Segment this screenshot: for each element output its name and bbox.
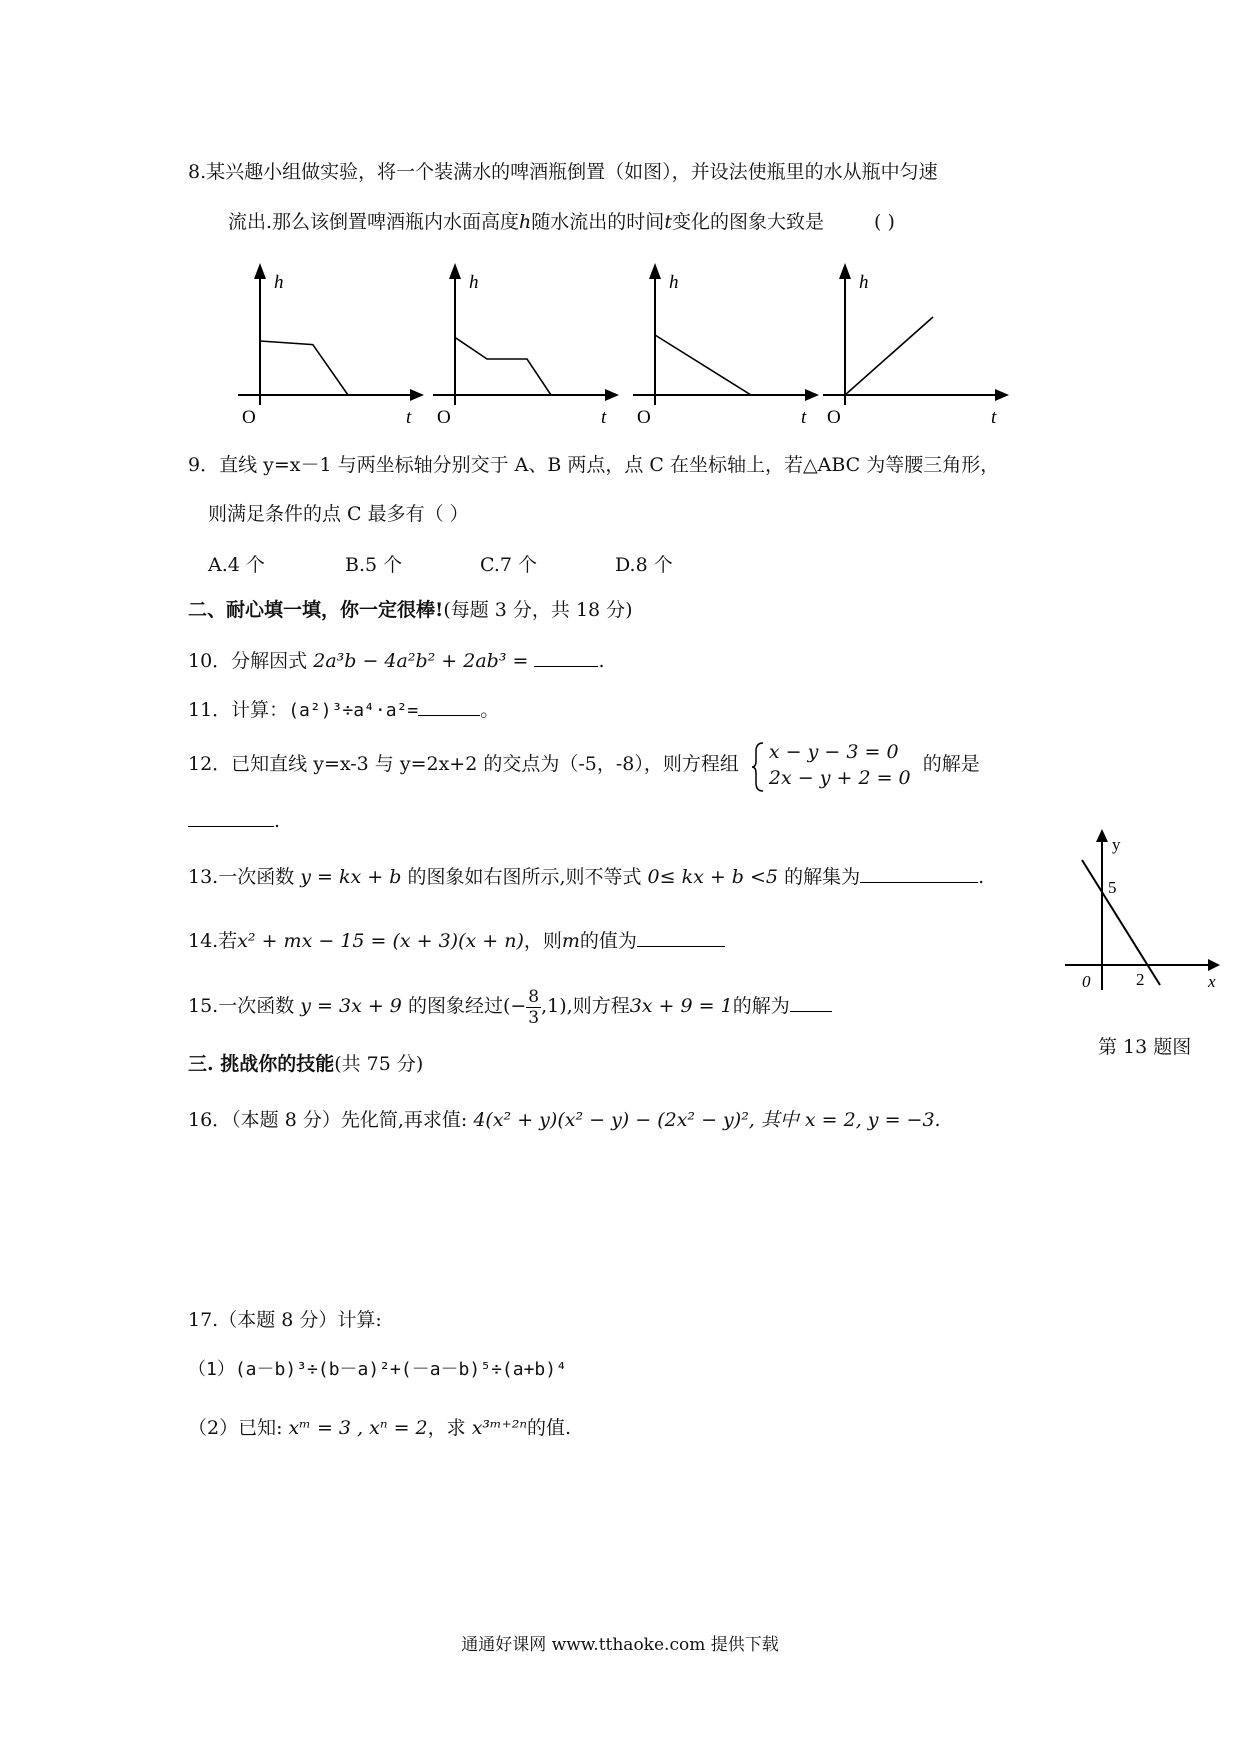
section3-note: (共 75 分) [334,1053,424,1075]
q17-part1 [188,1357,567,1382]
q16-text: 16．（本题 8 分）先化简,再求值: [188,1109,468,1131]
q9-option-d: D.8 个 [615,554,673,576]
q8-line2 [228,210,895,234]
x-arrow-icon [805,389,819,401]
h-t-curve [260,341,348,395]
q15-fraction [526,987,541,1028]
q14-answer-blank[interactable] [637,928,725,947]
q12-line2-suffix: . [274,810,281,832]
q13-x-intercept-label: 2 [1136,970,1145,989]
q10-expr: 2a³b − 4a²b² + 2ab³ = [313,650,529,672]
q13-func: y = kx + b [300,866,402,888]
q9-option-c: C.7 个 [480,554,538,576]
q8-line2-a: 流出.那么该倒置啤酒瓶内水面高度 [228,211,520,233]
section3-title: 三. 挑战你的技能 [188,1053,335,1075]
x-label: t [991,407,997,428]
q10-answer-blank[interactable] [534,648,598,667]
q13-origin-label: 0 [1082,972,1091,991]
q15-frac-den: 3 [528,1007,540,1028]
x-arrow-icon [605,389,619,401]
q9-option-a: A.4 个 [208,554,265,576]
q14-c: 的值为 [579,930,637,952]
y-label: h [469,272,479,293]
q8-var-t: t [664,211,672,233]
q14-b: ，则 [523,930,562,952]
y-arrow-icon [449,263,461,279]
q13-function-line [1082,860,1160,985]
q15-point-pre: (− [502,995,527,1017]
q13-suffix: . [978,866,985,888]
q13-y-intercept-label: 5 [1108,878,1117,897]
brace-icon [751,741,765,793]
x-label: t [406,407,412,428]
q9-option-b: B.5 个 [345,554,403,576]
y-arrow-icon [839,263,851,279]
origin-label: O [637,407,651,428]
h-t-curve [845,317,933,395]
section3-heading [188,1052,423,1076]
q11 [188,697,499,723]
q15-a: 15.一次函数 [188,995,295,1017]
q13-x-arrow-icon [1208,959,1220,971]
q12-eq2: 2x − y + 2 = 0 [768,767,911,789]
q8-graph-d [823,263,1009,428]
q13-graph-caption: 第 13 题图 [1098,1036,1192,1058]
q17-part2-a: （2）已知: [188,1417,283,1439]
q8-line2-c: 变化的图象大致是 [671,211,824,233]
q12-equation-system [751,739,911,791]
y-label: h [859,272,869,293]
q16 [188,1108,941,1132]
q15-c: ,则方程 [566,995,630,1017]
q13-c: 的解集为 [784,866,861,888]
q15-point-post: ,1) [541,995,567,1017]
q10-prefix: 10．分解因式 [188,650,308,672]
origin-label: O [242,407,256,428]
y-label: h [274,272,284,293]
q12-answer-line [188,808,280,833]
q9-line1: 9．直线 y=x－1 与两坐标轴分别交于 A、B 两点，点 C 在坐标轴上，若△ABC 为等腰三角形， [188,454,1000,476]
page-footer: 通通好课网 www.tthaoke.com 提供下载 [461,1635,779,1655]
q15-b: 的图象经过 [407,995,503,1017]
q13-graph [1060,825,1230,995]
q8-var-h: h [519,211,532,233]
q9-line2: 则满足条件的点 C 最多有（ ） [208,503,469,525]
q12-answer-blank[interactable] [188,808,274,827]
y-label: h [669,272,679,293]
q13-answer-blank[interactable] [860,864,978,883]
q8-graph-options [230,255,1230,435]
q8-graph-b [433,263,619,428]
q13-b: 的图象如右图所示,则不等式 [407,866,642,888]
x-arrow-icon [995,389,1009,401]
q13 [188,864,984,889]
q10 [188,648,605,673]
q17-part2-d: 的值. [527,1417,572,1439]
q15-func: y = 3x + 9 [300,995,402,1017]
q8-line1: 8.某兴趣小组做实验，将一个装满水的啤酒瓶倒置（如图），并设法使瓶里的水从瓶中匀速 [188,161,938,183]
q17-part2-expr: xᵐ = 3 , xⁿ = 2 [288,1417,428,1439]
h-t-curve [655,335,751,395]
origin-label: O [437,407,451,428]
q17-part2-b: ，求 [427,1417,466,1439]
origin-label: O [827,407,841,428]
q14-m: m [561,930,580,952]
q8-graph-a [238,263,424,428]
section2-note: (每题 3 分，共 18 分) [443,599,633,621]
q13-ineq: 0≤ kx + b <5 [647,866,779,888]
q15-d: 的解为 [732,995,790,1017]
q13-x-label: x [1208,972,1216,991]
q17-part2-c: x³ᵐ⁺²ⁿ [471,1417,528,1439]
q11-answer-blank[interactable] [418,697,480,716]
y-arrow-icon [649,263,661,279]
q14-a: 14.若 [188,930,238,952]
q15-eq: 3x + 9 = 1 [629,995,733,1017]
q17-part1-expr: （1）(a－b)³÷(b－a)²+(－a－b)⁵÷(a+b)⁴ [188,1359,567,1380]
x-label: t [601,407,607,428]
q13-y-arrow-icon [1096,829,1108,842]
q8-answer-paren: ( ) [874,211,895,233]
q12-eq1: x − y − 3 = 0 [768,741,899,763]
q17-part2 [188,1416,571,1440]
q12-suffix: 的解是 [922,753,980,775]
q12-prefix: 12．已知直线 y=x-3 与 y=2x+2 的交点为（-5，-8），则方程组 [188,753,739,775]
x-label: t [801,407,807,428]
q15 [188,982,832,1030]
q17-title: 17.（本题 8 分）计算: [188,1309,382,1331]
q14 [188,928,725,953]
q14-expr: x² + mx − 15 = (x + 3)(x + n) [237,930,524,952]
q11-prefix: 11．计算： [188,699,289,721]
y-arrow-icon [254,263,266,279]
q15-answer-blank[interactable] [790,993,832,1012]
q12 [188,736,980,792]
q13-y-label: y [1112,835,1121,854]
q11-expr: (a²)³÷a⁴·a²= [288,700,419,721]
q15-frac-num: 8 [528,986,540,1007]
q8-line2-b: 随水流出的时间 [531,211,665,233]
q16-expr: 4(x² + y)(x² − y) − (2x² − y)², 其中 x = 2, y = −3. [473,1109,941,1131]
q13-a: 13.一次函数 [188,866,295,888]
x-arrow-icon [410,389,424,401]
section2-heading [188,598,633,622]
section2-title: 二、耐心填一填，你一定很棒! [188,599,444,621]
h-t-curve [455,337,551,395]
q8-graph-c [633,263,819,428]
q10-suffix: . [598,650,605,672]
q11-suffix: 。 [480,699,500,721]
